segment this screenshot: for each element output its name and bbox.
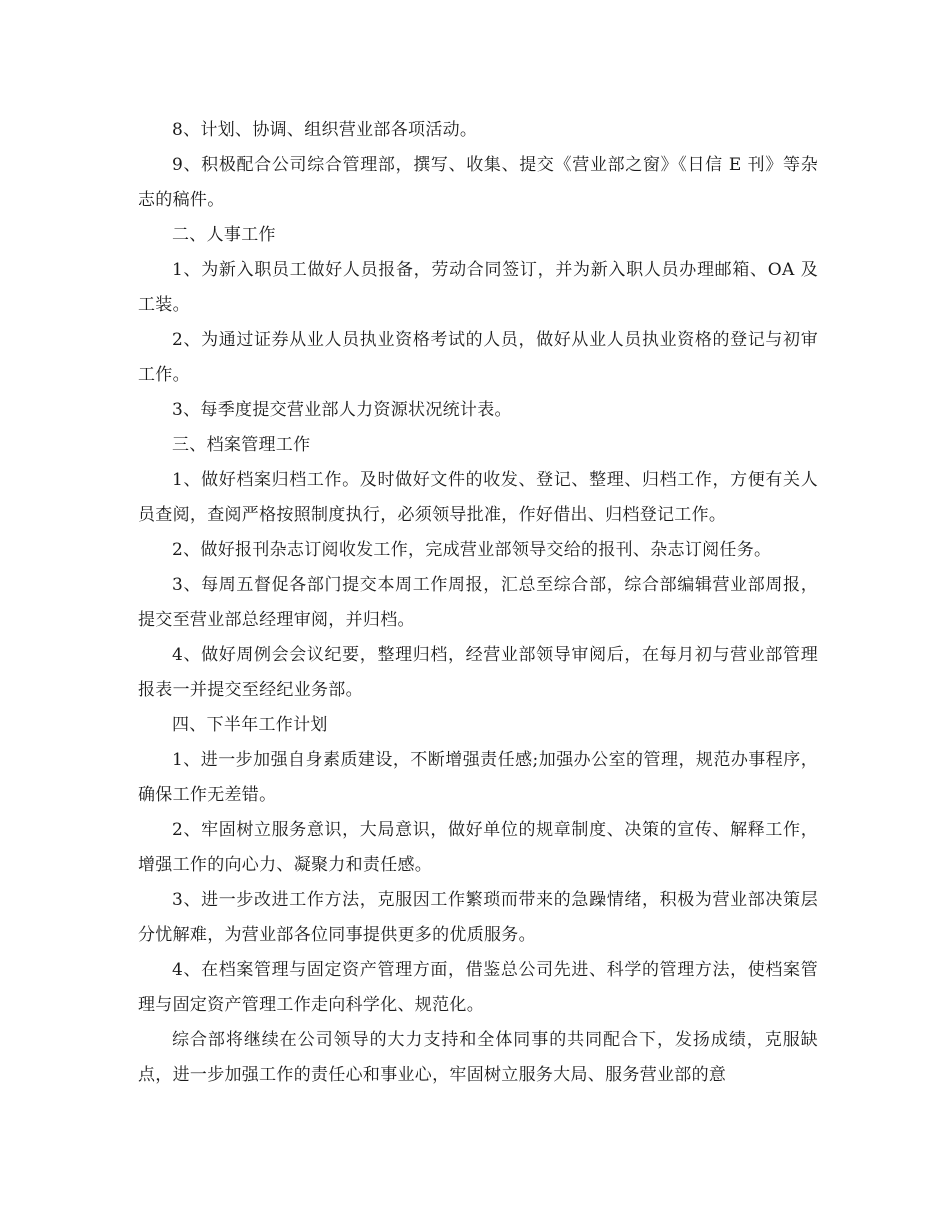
- paragraph-plan-1: 1、进一步加强自身素质建设，不断增强责任感;加强办公室的管理，规范办事程序，确保工作无差错。: [138, 750, 818, 805]
- paragraph-plan-3: 3、进一步改进工作方法，克服因工作繁琐而带来的急躁情绪，积极为营业部决策层分忧解难，为营业部各位同事提供更多的优质服务。: [138, 890, 818, 945]
- section-heading-plan: 四、下半年工作计划: [172, 715, 328, 735]
- paragraph-item-9: 9、积极配合公司综合管理部，撰写、收集、提交《营业部之窗》《日信 E 刊》等杂志的稿件。: [138, 155, 818, 210]
- paragraph-closing: 综合部将继续在公司领导的大力支持和全体同事的共同配合下，发扬成绩，克服缺点，进一步加强工作的责任心和事业心，牢固树立服务大局、服务营业部的意: [138, 1030, 818, 1085]
- paragraph-plan-2: 2、牢固树立服务意识，大局意识，做好单位的规章制度、决策的宣传、解释工作，增强工作的向心力、凝聚力和责任感。: [138, 820, 818, 875]
- paragraph-personnel-2: 2、为通过证券从业人员执业资格考试的人员，做好从业人员执业资格的登记与初审工作。: [138, 330, 818, 385]
- paragraph-archives-4: 4、做好周例会会议纪要，整理归档，经营业部领导审阅后，在每月初与营业部管理报表一并提交至经纪业务部。: [138, 645, 818, 700]
- section-heading-personnel: 二、人事工作: [172, 225, 276, 245]
- paragraph-plan-4: 4、在档案管理与固定资产管理方面，借鉴总公司先进、科学的管理方法，使档案管理与固定资产管理工作走向科学化、规范化。: [138, 960, 818, 1015]
- paragraph-personnel-1: 1、为新入职员工做好人员报备，劳动合同签订，并为新入职人员办理邮箱、OA 及工装。: [138, 260, 818, 315]
- paragraph-archives-1: 1、做好档案归档工作。及时做好文件的收发、登记、整理、归档工作，方便有关人员查阅，查阅严格按照制度执行，必须领导批准，作好借出、归档登记工作。: [138, 470, 818, 525]
- paragraph-item-8: 8、计划、协调、组织营业部各项活动。: [172, 120, 478, 140]
- paragraph-personnel-3: 3、每季度提交营业部人力资源状况统计表。: [172, 400, 512, 420]
- paragraph-archives-3: 3、每周五督促各部门提交本周工作周报，汇总至综合部，综合部编辑营业部周报，提交至营业部总经理审阅，并归档。: [138, 575, 818, 630]
- section-heading-archives: 三、档案管理工作: [172, 435, 311, 455]
- document-body: [138, 113, 818, 1093]
- paragraph-archives-2: 2、做好报刊杂志订阅收发工作，完成营业部领导交给的报刊、杂志订阅任务。: [172, 540, 772, 560]
